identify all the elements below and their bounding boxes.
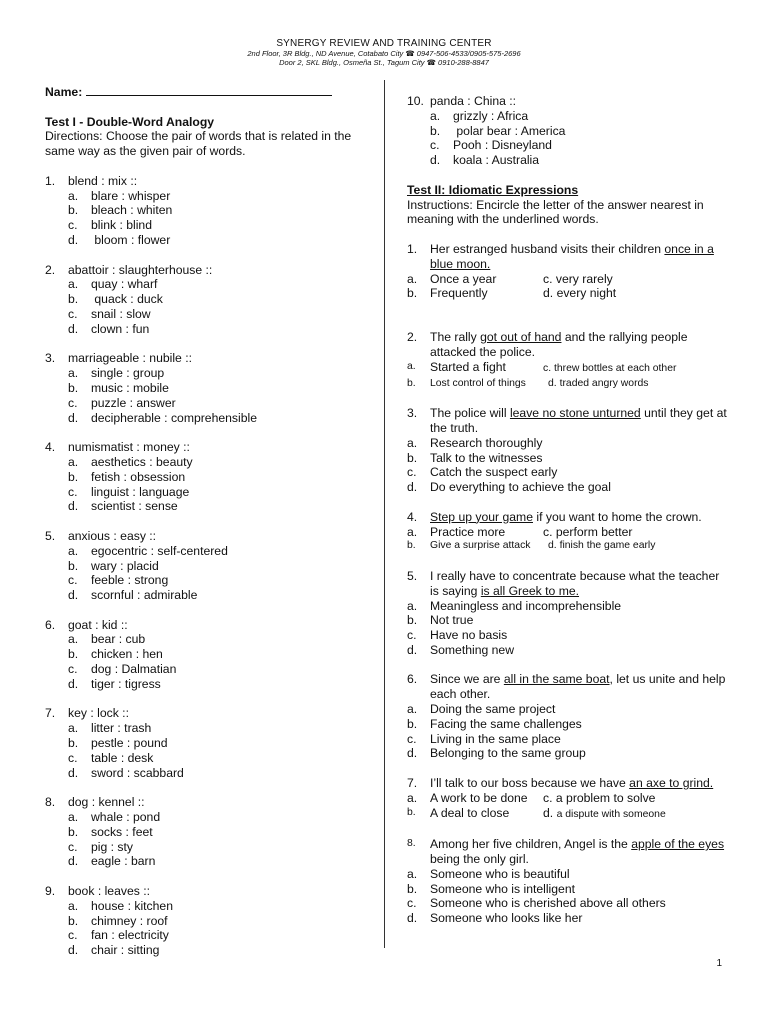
option-letter: a.	[68, 632, 79, 647]
test1-question	[45, 440, 360, 514]
option-b[interactable]	[68, 381, 360, 396]
option-letter: b.	[68, 292, 79, 307]
option-text: fetish : obsession	[91, 469, 186, 484]
question-text: Since we are	[430, 672, 504, 687]
option-letter: a.	[68, 810, 79, 825]
question-number: 6.	[45, 617, 56, 632]
option-b[interactable]: b. Frequently	[407, 286, 488, 301]
test1-question	[45, 706, 360, 780]
option-c[interactable]	[68, 662, 360, 677]
option-text: linguist : language	[91, 484, 190, 499]
question-text-tail: and the rallying people attacked the police.	[430, 330, 688, 359]
test2-instructions: Instructions: Encircle the letter of the answer nearest in meaning with the underlined words.	[407, 197, 704, 227]
option-d[interactable]	[68, 411, 360, 426]
option-text: pestle : pound	[91, 736, 168, 751]
option-text: decipherable : comprehensible	[91, 410, 257, 425]
option-c[interactable]	[68, 396, 360, 411]
option-b[interactable]	[68, 292, 360, 307]
question-number: 4.	[45, 440, 56, 455]
option-text: Talk to the witnesses	[430, 450, 543, 465]
test1-question	[45, 351, 360, 425]
option-d[interactable]	[68, 943, 360, 958]
option-a[interactable]	[68, 366, 360, 381]
option-letter: d.	[68, 232, 79, 247]
option-list	[407, 702, 727, 761]
option-letter: d.	[407, 480, 418, 495]
option-text: clown : fun	[91, 321, 150, 336]
option-text: single : group	[91, 366, 165, 381]
option-a[interactable]	[407, 702, 727, 717]
option-row	[407, 286, 727, 301]
test1-question	[45, 263, 360, 337]
option-c[interactable]: c. threw bottles at each other	[543, 362, 677, 374]
option-a[interactable]: a. Once a year	[407, 271, 497, 286]
option-text: house : kitchen	[91, 898, 173, 913]
option-row	[407, 806, 727, 823]
option-b[interactable]: b. Give a surprise attack	[407, 540, 531, 552]
option-letter: a.	[407, 598, 418, 613]
option-text: bear : cub	[91, 632, 146, 647]
option-letter: a.	[430, 108, 441, 123]
option-a[interactable]: a. Started a fight	[407, 359, 506, 374]
option-c[interactable]	[407, 732, 727, 747]
option-a[interactable]	[407, 867, 727, 882]
option-c[interactable]	[68, 751, 360, 766]
option-list	[407, 599, 727, 658]
option-text: koala : Australia	[453, 153, 540, 168]
option-a[interactable]	[68, 721, 360, 736]
option-letter: d.	[407, 746, 418, 761]
test1-question	[45, 174, 360, 248]
question-text-tail: until they get at the truth.	[430, 406, 727, 435]
option-text: quay : wharf	[91, 277, 158, 292]
document-header	[0, 38, 768, 67]
option-d[interactable]	[407, 643, 727, 658]
option-b[interactable]	[407, 451, 727, 466]
option-b[interactable]	[68, 914, 360, 929]
test2-question-6	[407, 672, 727, 761]
option-letter: c.	[68, 218, 78, 233]
question-text-tail: being the only girl.	[430, 852, 529, 867]
option-text: Belonging to the same group	[430, 746, 586, 761]
option-c[interactable]	[68, 307, 360, 322]
test1-title: Test I - Double-Word Analogy	[45, 114, 215, 129]
option-d[interactable]	[68, 677, 360, 692]
option-letter: a.	[68, 366, 79, 381]
option-text: tiger : tigress	[91, 676, 161, 691]
option-text: Catch the suspect early	[430, 465, 558, 480]
option-d[interactable]	[68, 588, 360, 603]
test1-question	[45, 795, 360, 869]
option-letter: b.	[68, 824, 79, 839]
option-text: wary : placid	[91, 558, 159, 573]
test2-question-7	[407, 776, 727, 822]
question-text: Her estranged husband visits their children	[430, 241, 665, 256]
option-d[interactable]	[407, 746, 727, 761]
question-text: I really have to concentrate because what the teacher is saying	[430, 568, 720, 598]
option-a[interactable]	[407, 436, 727, 451]
question-stem: key : lock ::	[68, 706, 129, 721]
option-letter: a.	[407, 435, 418, 450]
option-c[interactable]: c. perform better	[543, 524, 633, 539]
option-d[interactable]: d. traded angry words	[548, 377, 649, 389]
option-letter: c.	[68, 750, 78, 765]
name-blank-line[interactable]	[86, 84, 332, 96]
option-letter: b.	[68, 203, 79, 218]
question-stem: marriageable : nubile ::	[68, 351, 192, 366]
question-stem: abattoir : slaughterhouse ::	[68, 262, 213, 277]
option-text: Not true	[430, 613, 474, 628]
option-c[interactable]	[68, 218, 360, 233]
option-letter: c.	[68, 573, 78, 588]
question-number: 7.	[407, 776, 418, 791]
option-a[interactable]	[68, 189, 360, 204]
option-b[interactable]	[68, 203, 360, 218]
option-c[interactable]	[68, 485, 360, 500]
option-c[interactable]: c. a problem to solve	[543, 790, 656, 805]
option-c[interactable]	[407, 465, 727, 480]
option-text: eagle : barn	[91, 854, 156, 869]
option-letter: a.	[68, 188, 79, 203]
option-b[interactable]	[68, 559, 360, 574]
option-row	[407, 791, 727, 806]
option-text: sword : scabbard	[91, 765, 184, 780]
option-b[interactable]	[407, 717, 727, 732]
option-letter: c.	[68, 928, 78, 943]
question-number: 1.	[45, 173, 56, 188]
option-letter: c.	[68, 484, 78, 499]
question-number: 2.	[407, 330, 418, 345]
option-text: puzzle : answer	[91, 395, 176, 410]
option-text: aesthetics : beauty	[91, 454, 193, 469]
option-letter: c.	[430, 138, 440, 153]
option-text: scientist : sense	[91, 499, 178, 514]
option-letter: c.	[68, 306, 78, 321]
option-d[interactable]	[68, 499, 360, 514]
option-text: grizzly : Africa	[453, 108, 529, 123]
test2-question-2	[407, 330, 727, 391]
option-row	[407, 360, 727, 377]
test1-question	[45, 884, 360, 958]
option-list	[407, 867, 727, 926]
question-number: 9.	[45, 884, 56, 899]
option-text: egocentric : self-centered	[91, 543, 228, 558]
column-divider	[384, 80, 385, 948]
option-letter: a.	[407, 702, 418, 717]
option-letter: d.	[68, 499, 79, 514]
option-letter: a.	[68, 277, 79, 292]
option-letter: d.	[68, 943, 79, 958]
option-letter: a.	[407, 866, 418, 881]
question-stem: dog : kennel ::	[68, 795, 145, 810]
option-text: socks : feet	[91, 824, 153, 839]
option-text: blink : blind	[91, 218, 152, 233]
option-letter: d.	[68, 321, 79, 336]
option-letter: d.	[68, 588, 79, 603]
option-text: bleach : whiten	[91, 203, 173, 218]
left-column	[45, 80, 360, 958]
option-d[interactable]	[407, 480, 727, 495]
option-letter: a.	[68, 454, 79, 469]
option-letter: a.	[68, 543, 79, 558]
option-text: blare : whisper	[91, 188, 171, 203]
option-letter: c.	[407, 465, 417, 480]
name-label: Name:	[45, 85, 83, 99]
address-line-2: Door 2, SKL Bldg., Osmeña St., Tagum City ☎ 0910-288-8847	[279, 58, 489, 67]
underlined-idiom: got out of hand	[480, 330, 562, 345]
option-text: Someone who looks like her	[430, 911, 583, 926]
option-text: chair : sitting	[91, 943, 160, 958]
option-d[interactable]	[430, 153, 727, 168]
option-c[interactable]	[407, 896, 727, 911]
option-text: bloom : flower	[91, 232, 171, 247]
option-text: Facing the same challenges	[430, 716, 582, 731]
test1-question-10	[407, 94, 727, 168]
test1-question	[45, 529, 360, 603]
option-text: pig : sty	[91, 839, 133, 854]
option-c[interactable]: c. very rarely	[543, 271, 613, 286]
option-letter: d.	[407, 911, 418, 926]
question-text-tail: if you want to home the crown.	[532, 509, 702, 524]
option-letter: c.	[407, 896, 417, 911]
test2-question-3	[407, 406, 727, 495]
question-number: 4.	[407, 509, 418, 524]
option-letter: a.	[68, 898, 79, 913]
option-text: Someone who is cherished above all others	[430, 896, 666, 911]
test1-directions: Directions: Choose the pair of words that is related in the same way as the given pair of words.	[45, 129, 352, 159]
test2-question-5	[407, 569, 727, 658]
option-text: Do everything to achieve the goal	[430, 480, 611, 495]
option-text: quack : duck	[91, 292, 163, 307]
option-c[interactable]	[68, 928, 360, 943]
option-d[interactable]: d. finish the game early	[548, 540, 656, 552]
option-c[interactable]	[430, 138, 727, 153]
question-number: 8.	[45, 795, 56, 810]
option-a[interactable]	[430, 109, 727, 124]
question-stem: goat : kid ::	[68, 617, 128, 632]
underlined-idiom: apple of the eyes	[631, 837, 725, 852]
option-text: fan : electricity	[91, 928, 169, 943]
underlined-idiom: once in a blue moon.	[430, 241, 714, 271]
option-letter: d.	[68, 854, 79, 869]
option-letter: c.	[68, 839, 78, 854]
question-number: 10.	[407, 94, 424, 108]
question-text: The police will	[430, 406, 510, 421]
test2-question-4	[407, 510, 727, 554]
name-field[interactable]	[45, 84, 360, 100]
option-d[interactable]	[68, 766, 360, 781]
option-a[interactable]: a. A work to be done	[407, 790, 528, 805]
question-stem: blend : mix ::	[68, 173, 138, 188]
option-text: Doing the same project	[430, 702, 556, 717]
option-b[interactable]: b. A deal to close	[407, 805, 510, 820]
option-letter: c.	[407, 731, 417, 746]
question-number: 8.	[407, 838, 416, 850]
test1-question	[45, 618, 360, 692]
option-text: table : desk	[91, 750, 154, 765]
question-text-tail: , let us unite and help each other.	[430, 672, 726, 702]
option-a[interactable]	[68, 899, 360, 914]
option-text: chimney : roof	[91, 913, 168, 928]
option-c[interactable]	[407, 628, 727, 643]
option-letter: d.	[68, 765, 79, 780]
option-letter: b.	[407, 881, 418, 896]
right-column	[407, 80, 727, 926]
option-text: Something new	[430, 642, 515, 657]
question-number: 3.	[45, 351, 56, 366]
option-c[interactable]	[68, 840, 360, 855]
question-text: The rally	[430, 330, 481, 345]
question-text: Among her five children, Angel is the	[430, 837, 632, 852]
page-number: 1	[716, 958, 722, 969]
test1-question	[407, 94, 727, 168]
option-d[interactable]	[407, 911, 727, 926]
option-text: polar bear : America	[453, 123, 566, 138]
option-a[interactable]	[68, 632, 360, 647]
option-d[interactable]: d. every night	[543, 286, 617, 301]
option-b[interactable]	[68, 470, 360, 485]
option-text: whale : pond	[91, 810, 161, 825]
option-text: Living in the same place	[430, 731, 561, 746]
option-letter: b.	[68, 736, 79, 751]
question-number: 1.	[407, 241, 418, 256]
underlined-idiom: an axe to grind.	[629, 776, 714, 791]
test1-question-list	[45, 174, 360, 958]
option-letter: b.	[68, 558, 79, 573]
option-b[interactable]	[68, 825, 360, 840]
option-text: chicken : hen	[91, 647, 163, 662]
question-stem: anxious : easy ::	[68, 528, 157, 543]
option-text: scornful : admirable	[91, 588, 198, 603]
option-row	[407, 272, 727, 287]
question-number: 5.	[45, 528, 56, 543]
question-number: 5.	[407, 568, 418, 583]
question-number: 3.	[407, 406, 418, 421]
option-a[interactable]	[68, 810, 360, 825]
option-text: Pooh : Disneyland	[453, 138, 552, 153]
option-a[interactable]	[68, 455, 360, 470]
test2-title: Test II: Idiomatic Expressions	[407, 182, 579, 197]
option-text: feeble : strong	[91, 573, 169, 588]
address-line-1: 2nd Floor, 3R Bldg., ND Avenue, Cotabato City ☎ 0947-506-4533/0905-575-2696	[247, 49, 521, 58]
option-letter: b.	[407, 450, 418, 465]
underlined-idiom: Step up your game	[430, 509, 533, 524]
option-list	[407, 436, 727, 495]
option-text: snail : slow	[91, 306, 151, 321]
option-row	[407, 539, 727, 554]
test2-question-1	[407, 242, 727, 301]
option-letter: c.	[407, 628, 417, 643]
option-a[interactable]	[68, 277, 360, 292]
option-letter: b.	[68, 380, 79, 395]
option-text: Someone who is intelligent	[430, 881, 575, 896]
option-row	[407, 377, 727, 392]
question-text: I’ll talk to our boss because we have	[430, 776, 630, 791]
option-letter: b.	[407, 716, 418, 731]
option-b[interactable]: b. Lost control of things	[407, 377, 526, 389]
option-d[interactable]	[68, 854, 360, 869]
option-letter: d.	[430, 153, 441, 168]
option-a[interactable]	[68, 544, 360, 559]
question-number: 6.	[407, 672, 418, 687]
option-letter: d.	[68, 410, 79, 425]
option-a[interactable]	[407, 599, 727, 614]
option-text: Research thoroughly	[430, 435, 543, 450]
option-letter: c.	[68, 395, 78, 410]
option-b[interactable]	[430, 124, 727, 139]
option-letter: b.	[68, 469, 79, 484]
option-letter: b.	[430, 123, 441, 138]
option-text: music : mobile	[91, 380, 169, 395]
test2-question-8	[407, 837, 727, 926]
option-letter: a.	[68, 721, 79, 736]
question-stem: panda : China ::	[430, 94, 517, 108]
option-text: dog : Dalmatian	[91, 662, 177, 677]
option-d[interactable]	[68, 322, 360, 337]
option-text: Have no basis	[430, 628, 508, 643]
option-text: Someone who is beautiful	[430, 866, 570, 881]
option-a[interactable]: a. Practice more	[407, 524, 506, 539]
underlined-idiom: is all Greek to me.	[480, 583, 580, 598]
option-letter: d.	[68, 676, 79, 691]
underlined-idiom: leave no stone unturned	[509, 406, 641, 421]
option-text: Meaningless and incomprehensible	[430, 598, 622, 613]
question-number: 7.	[45, 706, 56, 721]
option-b[interactable]	[407, 613, 727, 628]
option-letter: b.	[68, 647, 79, 662]
question-stem: numismatist : money ::	[68, 440, 190, 455]
option-letter: b.	[68, 913, 79, 928]
option-d[interactable]	[68, 233, 360, 248]
center-title: SYNERGY REVIEW AND TRAINING CENTER	[276, 38, 492, 49]
option-text: litter : trash	[91, 721, 152, 736]
question-stem: book : leaves ::	[68, 884, 150, 899]
option-row	[407, 525, 727, 540]
option-letter: d.	[407, 642, 418, 657]
question-number: 2.	[45, 262, 56, 277]
option-c[interactable]	[68, 573, 360, 588]
option-b[interactable]	[68, 736, 360, 751]
option-d[interactable]: d. a dispute with someone	[543, 805, 666, 820]
option-b[interactable]	[407, 882, 727, 897]
option-b[interactable]	[68, 647, 360, 662]
underlined-idiom: all in the same boat	[503, 672, 610, 687]
option-letter: b.	[407, 613, 418, 628]
option-letter: c.	[68, 662, 78, 677]
